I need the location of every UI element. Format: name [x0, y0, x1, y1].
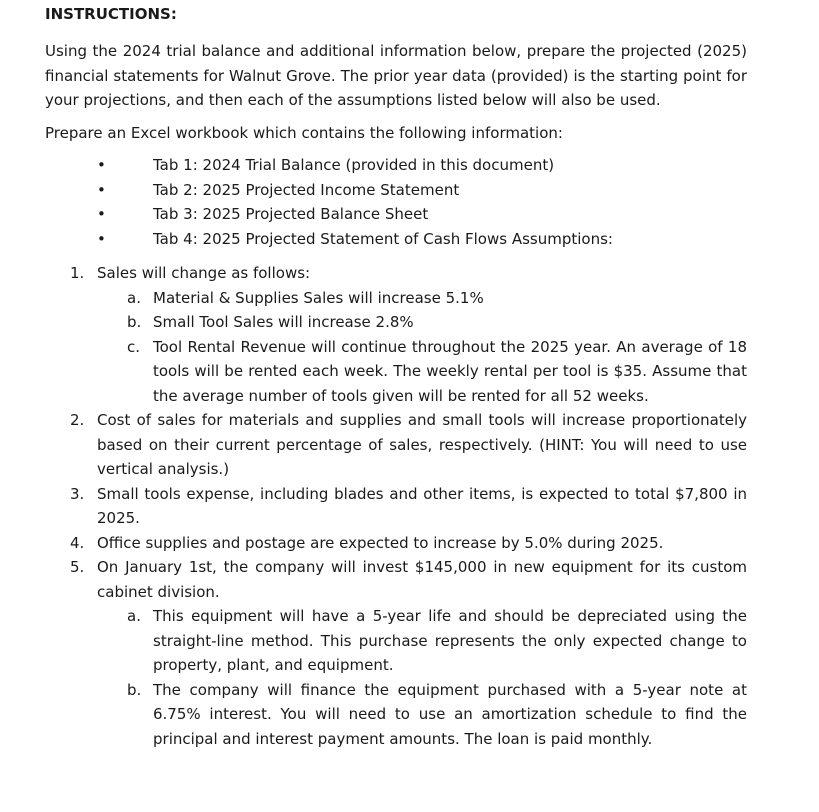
bullet-text: Tab 1: 2024 Trial Balance (provided in this document): [153, 156, 555, 174]
bullet-item: [45, 178, 747, 203]
sub-item-text: Small Tool Sales will increase 2.8%: [153, 313, 414, 331]
assumption-item-4: [45, 531, 747, 556]
bullet-item: [45, 202, 747, 227]
assumption-item-5: [45, 555, 747, 751]
list-marker: 1.: [70, 264, 85, 282]
assumption-text: Cost of sales for materials and supplies and small tools will increase proportionately based on their current percentage of sales, respectively. (HINT: You will need to use vertical analysis.): [97, 411, 747, 478]
workbook-tabs-list: [45, 153, 747, 251]
bullet-icon: •: [97, 180, 106, 199]
intro-paragraph: Using the 2024 trial balance and additional information below, prepare the projected (2025) financial statements for Walnut Grove. The prior year data (provided) is the starting point for your projections, and then each of the assumptions listed below will also be used.: [45, 42, 747, 109]
sub-list: [97, 604, 747, 751]
list-marker: a.: [127, 288, 141, 307]
workbook-intro-paragraph: Prepare an Excel workbook which contains the following information:: [45, 123, 563, 142]
assumption-text: Office supplies and postage are expected to increase by 5.0% during 2025.: [97, 533, 664, 552]
sub-item-1b: [97, 310, 747, 335]
bullet-text: Tab 2: 2025 Projected Income Statement: [153, 180, 460, 199]
assumption-item-1: [45, 261, 747, 408]
instructions-heading: INSTRUCTIONS:: [45, 5, 177, 23]
sub-item-1c: [97, 335, 747, 409]
sub-list: [97, 286, 747, 409]
bullet-text: Tab 4: 2025 Projected Statement of Cash Flows Assumptions:: [153, 229, 613, 248]
bullet-item: [45, 227, 747, 252]
sub-item-1a: [97, 286, 747, 311]
list-marker: b.: [127, 680, 142, 699]
assumption-text: Sales will change as follows:: [97, 264, 311, 282]
sub-item-5b: [97, 678, 747, 752]
assumptions-list: [45, 261, 747, 751]
list-marker: 5.: [70, 558, 85, 576]
list-marker: c.: [127, 337, 141, 356]
sub-item-5a: [97, 604, 747, 678]
assumption-text: On January 1st, the company will invest $145,000 in new equipment for its custom cabinet division.: [97, 558, 747, 601]
sub-item-text: The company will finance the equipment purchased with a 5-year note at 6.75% interest. You will need to use an amortization schedule to find the principal and interest payment amounts. The loan is paid monthly.: [153, 680, 747, 748]
sub-item-text: Tool Rental Revenue will continue throughout the 2025 year. An average of 18 tools will be rented each week. The weekly rental per tool is $35. Assume that the average number of tools given will be rented for all 52 weeks.: [153, 337, 747, 405]
instructions-document: [45, 2, 747, 751]
bullet-item: [45, 153, 747, 178]
list-marker: 3.: [70, 484, 85, 503]
assumption-item-3: [45, 482, 747, 531]
assumption-item-2: [45, 408, 747, 482]
sub-item-text: Material & Supplies Sales will increase 5.1%: [153, 288, 484, 307]
bullet-icon: •: [97, 229, 106, 248]
sub-item-text: This equipment will have a 5-year life and should be depreciated using the straight-line method. This purchase represents the only expected change to property, plant, and equipment.: [153, 607, 747, 674]
list-marker: 2.: [70, 411, 85, 429]
list-marker: b.: [127, 313, 142, 331]
bullet-icon: •: [97, 205, 106, 223]
list-marker: 4.: [70, 533, 85, 552]
list-marker: a.: [127, 607, 141, 625]
bullet-icon: •: [97, 156, 106, 174]
assumption-text: Small tools expense, including blades and other items, is expected to total $7,800 in 2025.: [97, 484, 747, 527]
bullet-text: Tab 3: 2025 Projected Balance Sheet: [153, 205, 429, 223]
